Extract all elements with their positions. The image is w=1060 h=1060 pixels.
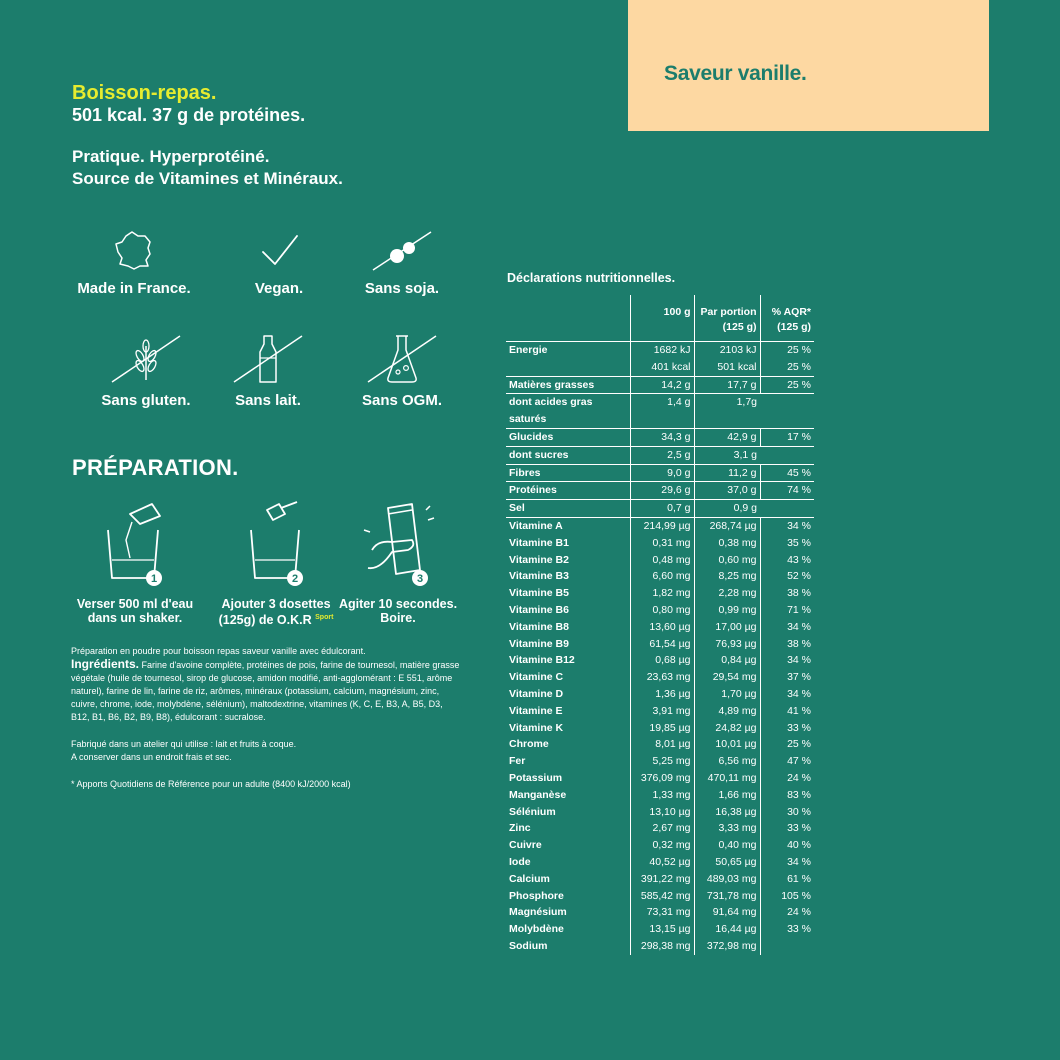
product-kcal-protein: 501 kcal. 37 g de protéines. bbox=[72, 105, 306, 125]
nutrient-v100: 34,3 g bbox=[630, 428, 694, 446]
product-description: Préparation en poudre pour boisson repas saveur vanille avec édulcorant. bbox=[71, 646, 366, 656]
badge-label: Sans OGM. bbox=[361, 392, 443, 409]
nutrient-name: Magnésium bbox=[509, 906, 567, 919]
badge-sans-soja bbox=[322, 228, 482, 297]
nutrient-v100: 5,25 mg bbox=[630, 753, 694, 770]
table-row bbox=[506, 428, 814, 446]
badge-label: Vegan. bbox=[254, 280, 304, 297]
nutrient-vp: 3,33 mg bbox=[694, 820, 760, 837]
step-line: Verser 500 ml d'eau bbox=[76, 597, 194, 611]
nutrient-vp: 0,60 mg bbox=[694, 552, 760, 569]
nutrient-name: Cuivre bbox=[509, 839, 542, 852]
table-row bbox=[506, 500, 814, 518]
nutrient-vp: 37,0 g bbox=[694, 482, 760, 500]
table-header-row bbox=[506, 295, 814, 342]
nutrient-v100: 0,48 mg bbox=[630, 552, 694, 569]
nutrient-name: dont sucres bbox=[506, 446, 630, 464]
claim-line: Pratique. Hyperprotéiné. bbox=[72, 147, 270, 166]
table-row bbox=[506, 517, 814, 534]
flavor-label: Saveur vanille. bbox=[664, 62, 807, 85]
table-row bbox=[506, 482, 814, 500]
nutrient-name: Sélénium bbox=[509, 805, 556, 818]
nutrient-aqr: 35 % bbox=[760, 535, 814, 552]
nutrient-aqr: 41 % bbox=[760, 703, 814, 720]
nutrient-vp: 470,11 mg bbox=[694, 770, 760, 787]
step-line-text: (125g) de O.K.R bbox=[218, 613, 312, 628]
table-row bbox=[506, 720, 814, 737]
no-soy-icon bbox=[367, 228, 437, 272]
nutrient-v100: 585,42 mg bbox=[630, 888, 694, 905]
nutrient-v100: 13,10 µg bbox=[630, 804, 694, 821]
nutrient-vp: 731,78 mg bbox=[694, 888, 760, 905]
nutrient-aqr: 34 % bbox=[760, 619, 814, 636]
nutrient-v100: 1682 kJ bbox=[630, 342, 694, 359]
nutrient-vp: 489,03 mg bbox=[694, 871, 760, 888]
table-row bbox=[506, 636, 814, 653]
nutrient-vp: 501 kcal bbox=[694, 359, 760, 376]
table-row bbox=[506, 568, 814, 585]
badge-made-in-france bbox=[54, 228, 214, 297]
table-row bbox=[506, 686, 814, 703]
nutrient-name: Vitamine E bbox=[509, 704, 563, 717]
ingredients-text: Farine d'avoine complète, protéines de pois, farine de tournesol, matière grasse végétale (huile de tournesol, sirop de glucose, amidon modifié, anti-agglomérant : E 551, arôme naturel), farine de lin, farine de riz, arômes, minéraux (potassium, calcium, magnésium, zinc, cuivre, chrome, iode, molybdène, sélénium), maltodextrine, vitamines (K, C, E, B3, A, B5, D3, B12, B1, B6, B2, B9, B8), édulcorant : sucralose. bbox=[71, 660, 460, 722]
table-row bbox=[506, 359, 814, 376]
france-map-icon bbox=[112, 228, 156, 272]
nutrient-name: dont acides gras saturés bbox=[506, 394, 630, 429]
nutrient-v100: 0,31 mg bbox=[630, 535, 694, 552]
table-row bbox=[506, 753, 814, 770]
badge-label: Sans soja. bbox=[364, 280, 440, 297]
nutrition-title: Déclarations nutritionnelles. bbox=[507, 271, 676, 285]
no-gmo-icon bbox=[364, 332, 440, 384]
nutrient-name: Vitamine B12 bbox=[509, 654, 575, 667]
nutrient-v100: 19,85 µg bbox=[630, 720, 694, 737]
nutrient-vp: 16,38 µg bbox=[694, 804, 760, 821]
nutrient-vp: 4,89 mg bbox=[694, 703, 760, 720]
nutrient-aqr: 38 % bbox=[760, 636, 814, 653]
prep-step-3 bbox=[318, 500, 478, 625]
nutrient-v100: 3,91 mg bbox=[630, 703, 694, 720]
add-scoop-icon bbox=[241, 500, 311, 588]
nutrient-vp: 10,01 µg bbox=[694, 736, 760, 753]
nutrient-v100: 2,67 mg bbox=[630, 820, 694, 837]
table-row bbox=[506, 376, 814, 394]
table-row bbox=[506, 804, 814, 821]
nutrient-name: Energie bbox=[509, 344, 548, 356]
nutrient-name: Phosphore bbox=[509, 889, 564, 902]
nutrient-name bbox=[506, 359, 630, 376]
nutrient-name: Vitamine B6 bbox=[509, 603, 569, 616]
nutrient-v100: 376,09 mg bbox=[630, 770, 694, 787]
nutrient-v100: 61,54 µg bbox=[630, 636, 694, 653]
nutrient-vp: 29,54 mg bbox=[694, 669, 760, 686]
badge-label: Made in France. bbox=[77, 280, 191, 297]
nutrient-v100: 0,7 g bbox=[630, 500, 694, 518]
nutrient-name: Vitamine A bbox=[509, 519, 563, 532]
nutrient-aqr: 105 % bbox=[760, 888, 814, 905]
nutrient-vp: 268,74 µg bbox=[694, 517, 760, 534]
nutrient-aqr: 34 % bbox=[760, 517, 814, 534]
table-row bbox=[506, 585, 814, 602]
factory-note: Fabriqué dans un atelier qui utilise : lait et fruits à coque. bbox=[71, 739, 297, 749]
nutrient-vp: 6,56 mg bbox=[694, 753, 760, 770]
nutrient-aqr: 25 % bbox=[760, 736, 814, 753]
nutrient-name: Vitamine B3 bbox=[509, 570, 569, 583]
nutrient-aqr: 38 % bbox=[760, 585, 814, 602]
nutrient-aqr: 34 % bbox=[760, 652, 814, 669]
nutrient-vp: 0,40 mg bbox=[694, 837, 760, 854]
ingredients-title: Ingrédients. bbox=[71, 657, 140, 671]
no-gluten-icon bbox=[108, 332, 184, 384]
shake-icon bbox=[358, 500, 438, 588]
step-line: Ajouter 3 dosettes bbox=[221, 597, 331, 611]
nutrient-vp: 1,66 mg bbox=[694, 787, 760, 804]
table-row bbox=[506, 888, 814, 905]
nutrient-name: Fer bbox=[509, 755, 526, 768]
nutrient-v100: 401 kcal bbox=[630, 359, 694, 376]
nutrient-name: Calcium bbox=[509, 872, 550, 885]
table-row bbox=[506, 602, 814, 619]
table-header: 100 g bbox=[630, 295, 694, 342]
nutrient-aqr: 45 % bbox=[760, 464, 814, 482]
nutrient-v100: 214,99 µg bbox=[630, 517, 694, 534]
badge-label: Sans lait. bbox=[235, 392, 301, 409]
nutrient-v100: 0,32 mg bbox=[630, 837, 694, 854]
no-milk-icon bbox=[230, 332, 306, 384]
nutrient-name: Vitamine B5 bbox=[509, 587, 569, 600]
nutrient-aqr bbox=[760, 500, 814, 518]
nutrient-vp: 0,99 mg bbox=[694, 602, 760, 619]
nutrient-aqr: 33 % bbox=[760, 720, 814, 737]
table-header bbox=[506, 295, 630, 342]
nutrient-name: Matières grasses bbox=[506, 376, 630, 394]
nutrient-v100: 0,68 µg bbox=[630, 652, 694, 669]
step-number: 3 bbox=[416, 573, 424, 585]
footnote: * Apports Quotidiens de Référence pour un adulte (8400 kJ/2000 kcal) bbox=[71, 779, 351, 789]
nutrient-v100: 1,33 mg bbox=[630, 787, 694, 804]
pour-water-icon bbox=[100, 500, 170, 588]
table-row bbox=[506, 552, 814, 569]
nutrient-v100: 2,5 g bbox=[630, 446, 694, 464]
product-claims bbox=[72, 146, 343, 190]
table-row bbox=[506, 770, 814, 787]
nutrient-aqr: 30 % bbox=[760, 804, 814, 821]
nutrient-vp: 91,64 mg bbox=[694, 904, 760, 921]
nutrient-vp: 2,28 mg bbox=[694, 585, 760, 602]
product-notes bbox=[71, 645, 461, 791]
nutrient-name: Molybdène bbox=[509, 923, 564, 936]
claim-line: Source de Vitamines et Minéraux. bbox=[72, 169, 343, 188]
nutrient-aqr: 25 % bbox=[760, 376, 814, 394]
flavor-banner bbox=[628, 0, 989, 131]
nutrient-name: Glucides bbox=[506, 428, 630, 446]
table-row bbox=[506, 837, 814, 854]
table-row bbox=[506, 394, 814, 429]
nutrient-vp: 2103 kJ bbox=[694, 342, 760, 359]
nutrient-v100: 1,36 µg bbox=[630, 686, 694, 703]
nutrient-aqr: 71 % bbox=[760, 602, 814, 619]
nutrient-aqr: 52 % bbox=[760, 568, 814, 585]
nutrient-v100: 1,4 g bbox=[630, 394, 694, 429]
step-line: dans un shaker. bbox=[87, 611, 183, 625]
nutrient-name: Manganèse bbox=[509, 788, 567, 801]
nutrient-vp: 42,9 g bbox=[694, 428, 760, 446]
nutrient-name: Zinc bbox=[509, 822, 531, 835]
nutrient-v100: 13,15 µg bbox=[630, 921, 694, 938]
nutrient-vp: 24,82 µg bbox=[694, 720, 760, 737]
nutrient-aqr: 33 % bbox=[760, 820, 814, 837]
nutrient-name: Vitamine B2 bbox=[509, 553, 569, 566]
nutrient-v100: 8,01 µg bbox=[630, 736, 694, 753]
nutrient-vp: 16,44 µg bbox=[694, 921, 760, 938]
step-number: 2 bbox=[291, 573, 299, 585]
nutrient-v100: 9,0 g bbox=[630, 464, 694, 482]
nutrient-name: Vitamine B1 bbox=[509, 536, 569, 549]
nutrient-aqr: 17 % bbox=[760, 428, 814, 446]
nutrient-aqr: 47 % bbox=[760, 753, 814, 770]
nutrient-v100: 298,38 mg bbox=[630, 938, 694, 955]
badge-label: Sans gluten. bbox=[101, 392, 191, 409]
nutrient-name: Sel bbox=[506, 500, 630, 518]
table-row bbox=[506, 703, 814, 720]
nutrient-vp: 76,93 µg bbox=[694, 636, 760, 653]
nutrient-aqr: 24 % bbox=[760, 904, 814, 921]
step-line: Boire. bbox=[380, 611, 416, 625]
nutrient-v100: 0,80 mg bbox=[630, 602, 694, 619]
nutrient-name: Chrome bbox=[509, 738, 549, 751]
nutrient-name: Iode bbox=[509, 855, 531, 868]
nutrient-vp: 0,84 µg bbox=[694, 652, 760, 669]
nutrient-vp: 3,1 g bbox=[694, 446, 760, 464]
table-row bbox=[506, 938, 814, 955]
nutrient-name: Protéines bbox=[506, 482, 630, 500]
nutrient-aqr: 34 % bbox=[760, 854, 814, 871]
product-headline bbox=[72, 82, 305, 126]
nutrient-name: Fibres bbox=[506, 464, 630, 482]
nutrient-v100: 29,6 g bbox=[630, 482, 694, 500]
table-row bbox=[506, 787, 814, 804]
table-header: Par portion (125 g) bbox=[694, 295, 760, 342]
nutrient-name: Vitamine D bbox=[509, 687, 564, 700]
preparation-title: PRÉPARATION. bbox=[72, 455, 239, 480]
nutrient-vp: 50,65 µg bbox=[694, 854, 760, 871]
nutrient-aqr: 37 % bbox=[760, 669, 814, 686]
nutrient-vp: 11,2 g bbox=[694, 464, 760, 482]
nutrient-name: Vitamine B9 bbox=[509, 637, 569, 650]
step-number: 1 bbox=[150, 573, 158, 585]
table-row bbox=[506, 342, 814, 359]
nutrient-v100: 14,2 g bbox=[630, 376, 694, 394]
nutrient-v100: 23,63 mg bbox=[630, 669, 694, 686]
nutrient-aqr bbox=[760, 446, 814, 464]
table-header: % AQR* (125 g) bbox=[760, 295, 814, 342]
nutrient-aqr bbox=[760, 394, 814, 429]
table-row bbox=[506, 736, 814, 753]
table-row bbox=[506, 921, 814, 938]
nutrient-vp: 17,00 µg bbox=[694, 619, 760, 636]
nutrient-aqr: 74 % bbox=[760, 482, 814, 500]
nutrient-aqr: 40 % bbox=[760, 837, 814, 854]
nutrient-name: Vitamine B8 bbox=[509, 620, 569, 633]
table-row bbox=[506, 669, 814, 686]
nutrient-aqr bbox=[760, 938, 814, 955]
nutrient-v100: 13,60 µg bbox=[630, 619, 694, 636]
nutrient-name: Vitamine K bbox=[509, 721, 564, 734]
table-row bbox=[506, 652, 814, 669]
step-instruction bbox=[55, 597, 215, 625]
step-instruction bbox=[318, 597, 478, 625]
nutrient-v100: 6,60 mg bbox=[630, 568, 694, 585]
table-row bbox=[506, 854, 814, 871]
badge-sans-ogm bbox=[322, 332, 482, 409]
table-row bbox=[506, 446, 814, 464]
nutrient-v100: 73,31 mg bbox=[630, 904, 694, 921]
product-name: Boisson-repas. bbox=[72, 82, 217, 104]
nutrient-aqr: 33 % bbox=[760, 921, 814, 938]
table-row bbox=[506, 619, 814, 636]
nutrient-v100: 1,82 mg bbox=[630, 585, 694, 602]
nutrient-vp: 1,70 µg bbox=[694, 686, 760, 703]
nutrition-table bbox=[506, 295, 814, 955]
checkmark-icon bbox=[257, 228, 301, 272]
nutrient-v100: 40,52 µg bbox=[630, 854, 694, 871]
nutrient-vp: 8,25 mg bbox=[694, 568, 760, 585]
nutrient-name: Potassium bbox=[509, 771, 563, 784]
ingredients bbox=[71, 658, 461, 724]
nutrient-name: Sodium bbox=[509, 939, 548, 952]
table-row bbox=[506, 871, 814, 888]
table-row bbox=[506, 464, 814, 482]
nutrient-vp: 372,98 mg bbox=[694, 938, 760, 955]
nutrient-aqr: 83 % bbox=[760, 787, 814, 804]
nutrient-name: Vitamine C bbox=[509, 671, 564, 684]
nutrient-aqr: 43 % bbox=[760, 552, 814, 569]
nutrient-aqr: 25 % bbox=[760, 342, 814, 359]
brand-superscript: Sport bbox=[315, 614, 334, 621]
nutrient-vp: 0,38 mg bbox=[694, 535, 760, 552]
table-row bbox=[506, 535, 814, 552]
nutrient-aqr: 25 % bbox=[760, 359, 814, 376]
nutrient-aqr: 34 % bbox=[760, 686, 814, 703]
nutrient-vp: 1,7g bbox=[694, 394, 760, 429]
nutrient-aqr: 24 % bbox=[760, 770, 814, 787]
step-line: Agiter 10 secondes. bbox=[338, 597, 458, 611]
nutrient-vp: 0,9 g bbox=[694, 500, 760, 518]
table-row bbox=[506, 904, 814, 921]
table-row bbox=[506, 820, 814, 837]
storage-note: A conserver dans un endroit frais et sec. bbox=[71, 752, 232, 762]
nutrition-table-body bbox=[506, 342, 814, 955]
nutrient-aqr: 61 % bbox=[760, 871, 814, 888]
prep-step-1 bbox=[55, 500, 215, 625]
nutrient-v100: 391,22 mg bbox=[630, 871, 694, 888]
nutrient-vp: 17,7 g bbox=[694, 376, 760, 394]
